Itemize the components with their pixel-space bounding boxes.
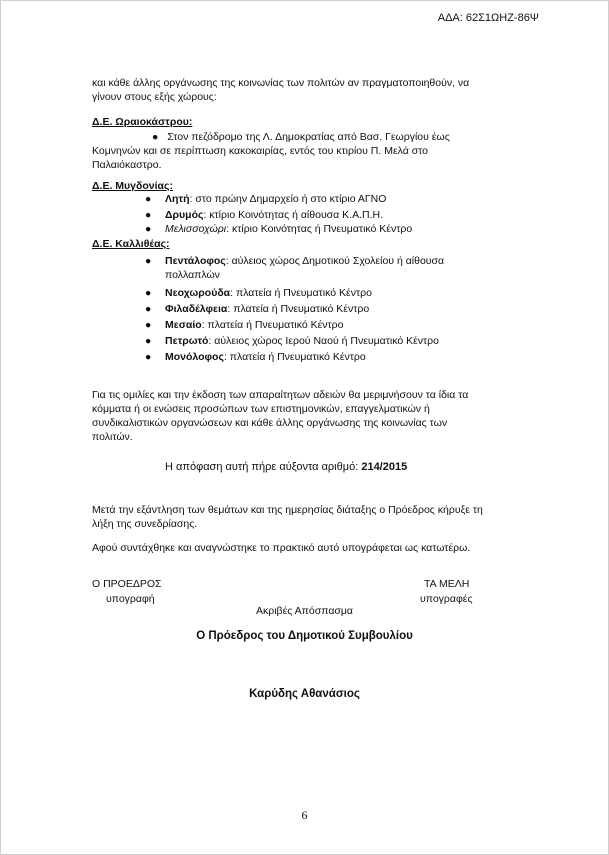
closing-line-1: Μετά την εξάντληση των θεμάτων και της ημερησίας διάταξης ο Πρόεδρος κήρυξε τη bbox=[92, 504, 483, 516]
oraiokastro-line-3: Παλαιόκαστρο. bbox=[92, 159, 162, 171]
closing-line-2: λήξη της συνεδρίασης. bbox=[92, 518, 198, 530]
closing-line-3: Αφού συντάχθηκε και αναγνώστηκε το πρακτικό αυτό υπογράφεται ως κατωτέρω. bbox=[92, 542, 471, 554]
place-name: Λητή bbox=[165, 193, 190, 205]
kallithea-item bbox=[145, 286, 517, 300]
place-text: : αύλειος χώρος Δημοτικού Σχολείου ή αίθουσα bbox=[225, 255, 445, 267]
exact-copy: Ακριβές Απόσπασμα bbox=[255, 605, 353, 617]
bullet-icon: ● bbox=[145, 303, 152, 315]
place-name: Φιλαδέλφεια bbox=[165, 303, 228, 315]
kallithea-item bbox=[145, 350, 517, 364]
speeches-line-1: Για τις ομιλίες και την έκδοση των απαραίτητων αδειών θα μεριμνήσουν τα ίδια τα bbox=[92, 389, 469, 401]
intro-line-1: και κάθε άλλης οργάνωσης της κοινωνίας των πολιτών αν πραγματοποιηθούν, να bbox=[92, 77, 470, 89]
bullet-icon: ● bbox=[145, 351, 152, 363]
mygdonia-item bbox=[145, 192, 517, 206]
place-name: Μελισσοχώρι bbox=[165, 223, 227, 235]
president-title: Ο ΠΡΟΕΔΡΟΣ bbox=[92, 578, 162, 590]
kallithea-item bbox=[145, 302, 517, 316]
bullet-icon: ● bbox=[145, 193, 152, 205]
speeches-line-3: συνδικαλιστικών οργανώσεων και κάθε άλλης οργάνωσης της κοινωνίας των bbox=[92, 417, 448, 429]
decision-number: 214/2015 bbox=[361, 461, 408, 473]
speeches-line-2: κόμματα ή οι ενώσεις προσώπων των επιστημονικών, επαγγελματικών ή bbox=[92, 403, 430, 415]
mygdonia-item bbox=[145, 222, 517, 236]
kallithea-item bbox=[145, 318, 517, 332]
place-text: : κτίριο Κοινότητας ή Πνευματικό Κέντρο bbox=[226, 223, 413, 235]
ada-code: ΑΔΑ: 62Σ1ΩΗΖ-86Ψ bbox=[437, 12, 539, 24]
president-name: Καρύδης Αθανάσιος bbox=[249, 688, 360, 700]
bullet-icon: ● bbox=[145, 255, 152, 267]
place-name: Πεντάλοφος bbox=[165, 255, 226, 267]
council-president-title: Ο Πρόεδρος του Δημοτικού Συμβουλίου bbox=[196, 630, 413, 642]
kallithea-item bbox=[145, 334, 517, 348]
place-name: Νεοχωρούδα bbox=[165, 287, 231, 299]
kallithea-item-continuation: πολλαπλών bbox=[165, 269, 220, 281]
mygdonia-item bbox=[145, 208, 517, 222]
oraiokastro-heading: Δ.Ε. Ωραιοκάστρου: bbox=[92, 116, 193, 128]
bullet-icon: ● bbox=[145, 287, 152, 299]
place-name: Δρυμός bbox=[165, 209, 204, 221]
mygdonia-heading: Δ.Ε. Μυγδονίας: bbox=[92, 180, 173, 192]
bullet-icon: ● bbox=[152, 131, 159, 143]
place-text: : κτίριο Κοινότητας ή αίθουσα Κ.Α.Π.Η. bbox=[203, 209, 383, 221]
oraiokastro-line-1: Στον πεζόδρομο της Λ. Δημοκρατίας από Βασ. Γεωργίου έως bbox=[167, 131, 450, 143]
members-title: ΤΑ ΜΕΛΗ bbox=[424, 578, 470, 590]
place-name: Πετρωτό bbox=[165, 335, 209, 347]
place-text: : πλατεία ή Πνευματικό Κέντρο bbox=[230, 287, 372, 299]
place-text: : στο πρώην Δημαρχείο ή στο κτίριο ΑΓΝΟ bbox=[189, 193, 387, 205]
bullet-icon: ● bbox=[145, 319, 152, 331]
page-number: 6 bbox=[301, 808, 308, 822]
place-text: : πλατεία ή Πνευματικό Κέντρο bbox=[227, 303, 370, 315]
kallithea-item bbox=[145, 254, 517, 268]
place-name: Μονόλοφος bbox=[165, 351, 224, 363]
members-signature: υπογραφές bbox=[420, 593, 473, 605]
bullet-icon: ● bbox=[145, 335, 152, 347]
president-signature: υπογραφή bbox=[106, 593, 155, 605]
speeches-line-4: πολιτών. bbox=[92, 431, 133, 443]
place-name: Μεσαίο bbox=[165, 319, 202, 331]
place-text: : πλατεία ή Πνευματικό Κέντρο bbox=[223, 351, 366, 363]
decision-text: Η απόφαση αυτή πήρε αύξοντα αριθμό: bbox=[165, 461, 362, 473]
bullet-icon: ● bbox=[145, 223, 152, 235]
bullet-icon: ● bbox=[145, 209, 152, 221]
intro-line-2: γίνουν στους εξής χώρους: bbox=[92, 91, 217, 103]
oraiokastro-line-2: Κομνηνών και σε περίπτωση κακοκαιρίας, εντός του κτιρίου Π. Μελά στο bbox=[92, 145, 429, 157]
kallithea-heading: Δ.Ε. Καλλιθέας: bbox=[92, 238, 170, 250]
decision-line bbox=[165, 461, 407, 473]
place-text: : αύλειος χώρος Ιερού Ναού ή Πνευματικό Κέντρο bbox=[208, 335, 439, 347]
place-text: : πλατεία ή Πνευματικό Κέντρο bbox=[201, 319, 344, 331]
oraiokastro-bullet bbox=[152, 130, 450, 144]
